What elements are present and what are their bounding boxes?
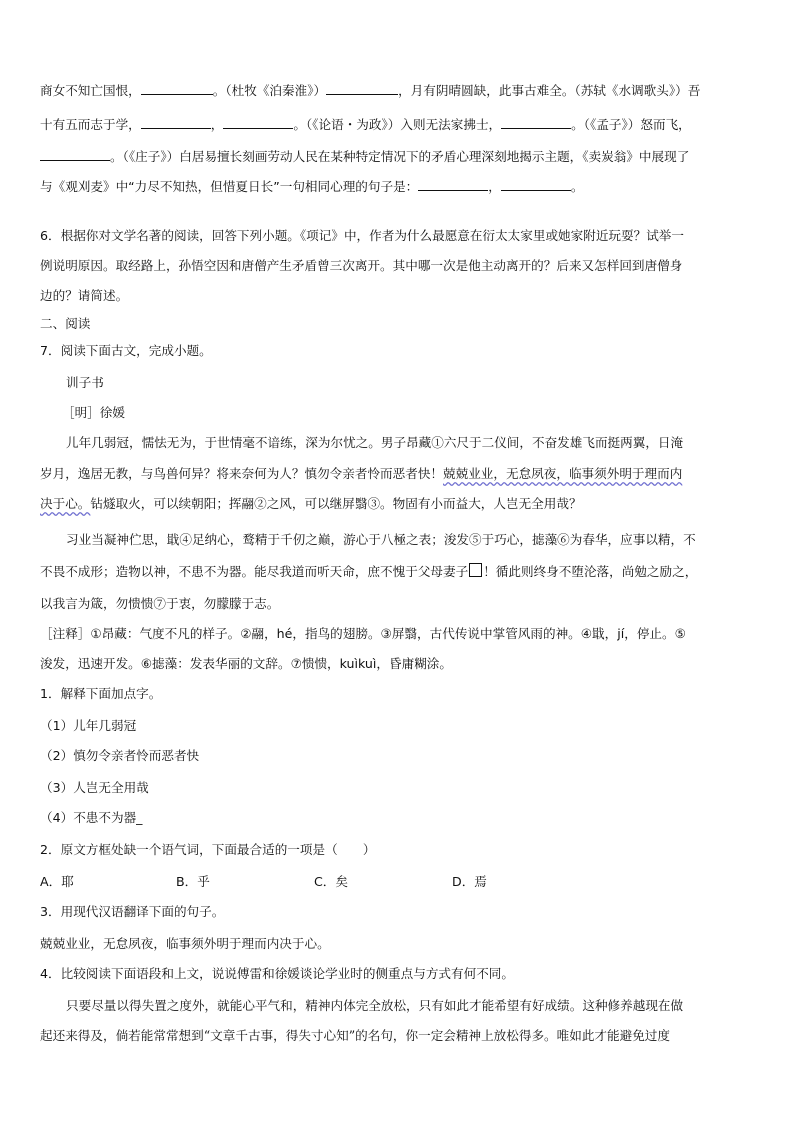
- subq1-item: （2）慎勿令亲者怜而恶者快: [40, 748, 200, 763]
- subq1-item: （4）不患不为器_: [40, 810, 143, 825]
- subq4-title: 4．比较阅读下面语段和上文，说说傅雷和徐媛谈论学业时的侧重点与方式有何不同。: [40, 966, 514, 981]
- answer-blank[interactable]: [141, 80, 213, 95]
- wavy-underlined-sentence: 决于心。: [40, 496, 91, 511]
- answer-blank[interactable]: [418, 176, 488, 191]
- q6-line-3: 边的？请简述。: [40, 288, 129, 303]
- answer-blank[interactable]: [223, 114, 293, 129]
- q7-title: 7．阅读下面古文，完成小题。: [40, 343, 212, 358]
- answer-blank[interactable]: [501, 176, 571, 191]
- subq3-sentence: 兢兢业业，无怠夙夜，临事须外明于理而内决于心。: [40, 936, 330, 951]
- passage-p1-line-3: 决于心。钻燧取火，可以续朝阳；挥翮②之风，可以继屏翳③。物固有小而益大，人岂无全用哉？: [40, 496, 582, 511]
- answer-blank[interactable]: [326, 80, 398, 95]
- option-a[interactable]: A．耶: [40, 874, 74, 889]
- q5-line-1: 商女不知亡国恨， 。（杜牧《泊秦淮》） ，月有阴晴圆缺，此事古难全。（苏轼《水调歌头》）吾: [40, 80, 700, 101]
- passage-title: 训子书: [66, 375, 104, 390]
- passage-p2-line-2: 不畏不成形；造物以神，不患不为器。能尽我道而听天命，庶不愧于父母妻子 ！循此则终身不堕沦落，尚勉之励之，: [40, 564, 698, 579]
- notes-line-1: ［注释］①昂藏：气度不凡的样子。②翮，hé，指鸟的翅膀。③屏翳，古代传说中掌管风雨的神。④戢，jí，停止。⑤: [40, 626, 686, 641]
- answer-blank[interactable]: [40, 146, 110, 161]
- passage-p2-line-3: 以我言为箴，勿愦愦⑦于衷，勿朦朦于志。: [40, 596, 280, 611]
- passage-p2-line-1: 习业当凝神伫思，戢④足纳心，鹜精于千仞之巅，游心于八極之表；浚发⑤于巧心，摅藻⑥为春华，应事以精，不: [66, 532, 696, 547]
- subq4-passage-line-1: 只要尽量以得失置之度外，就能心平气和，精神内体完全放松，只有如此才能希望有好成绩。这种修养越现在做: [66, 998, 684, 1013]
- subq2-title: 2．原文方框处缺一个语气词，下面最合适的一项是（ ）: [40, 842, 376, 857]
- subq1-item: （3）人岂无全用哉: [40, 780, 149, 795]
- passage-author: ［明］徐媛: [62, 405, 125, 420]
- wavy-underlined-sentence: 兢兢业业，无怠夙夜，临事须外明于理而内: [443, 466, 683, 481]
- answer-blank[interactable]: [501, 114, 571, 129]
- subq1-item: （1）儿年几弱冠: [40, 718, 137, 733]
- option-d[interactable]: D．焉: [452, 874, 487, 889]
- subq1-title: 1．解释下面加点字。: [40, 686, 162, 701]
- q6-line-2: 例说明原因。取经路上，孙悟空因和唐僧产生矛盾曾三次离开。其中哪一次是他主动离开的？后来又怎样回到唐僧身: [40, 258, 683, 273]
- q5-line-2: 十有五而志于学， ， 。（《论语・为政》）入则无法家拂士， 。（《孟子》）怒而飞，: [40, 114, 691, 135]
- q5-line-4: 与《观刈麦》中“力尽不知热，但惜夏日长”一句相同心理的句子是： ， 。: [40, 176, 583, 197]
- q5-line-3: 。（《庄子》）白居易擅长刻画劳动人民在某种特定情况下的矛盾心理深刻地揭示主题，《卖炭翁》中展现了: [40, 146, 689, 167]
- option-c[interactable]: C．矣: [314, 874, 348, 889]
- subq4-passage-line-2: 起还来得及，倘若能常常想到“文章千古事，得失寸心知”的名句，你一定会精神上放松得多。唯如此才能避免过度: [40, 1028, 670, 1043]
- passage-p1-line-1: 儿年几弱冠，懦怯无为，于世情毫不谙练，深为尔忧之。男子昂藏①六尺于二仪间，不奋发雄飞而挺两翼，日淹: [66, 435, 684, 450]
- section-heading: 二、阅读: [40, 316, 91, 331]
- missing-word-box: [469, 563, 482, 577]
- option-b[interactable]: B．乎: [176, 874, 210, 889]
- answer-blank[interactable]: [141, 114, 211, 129]
- q6-line-1: 6．根据你对文学名著的阅读，回答下列小题。《项记》中，作者为什么最愿意在衍太太家里或她家附近玩耍？试举一: [40, 228, 684, 243]
- passage-p1-line-2: 岁月，逸居无教，与鸟兽何异？将来奈何为人？慎勿令亲者怜而恶者快！兢兢业业，无怠夙夜，临事须外明于理而内: [40, 466, 683, 481]
- subq3-title: 3．用现代汉语翻译下面的句子。: [40, 904, 225, 919]
- notes-line-2: 浚发，迅速开发。⑥摅藻：发表华丽的文辞。⑦愦愦，kuìkuì，昏庸糊涂。: [40, 656, 452, 671]
